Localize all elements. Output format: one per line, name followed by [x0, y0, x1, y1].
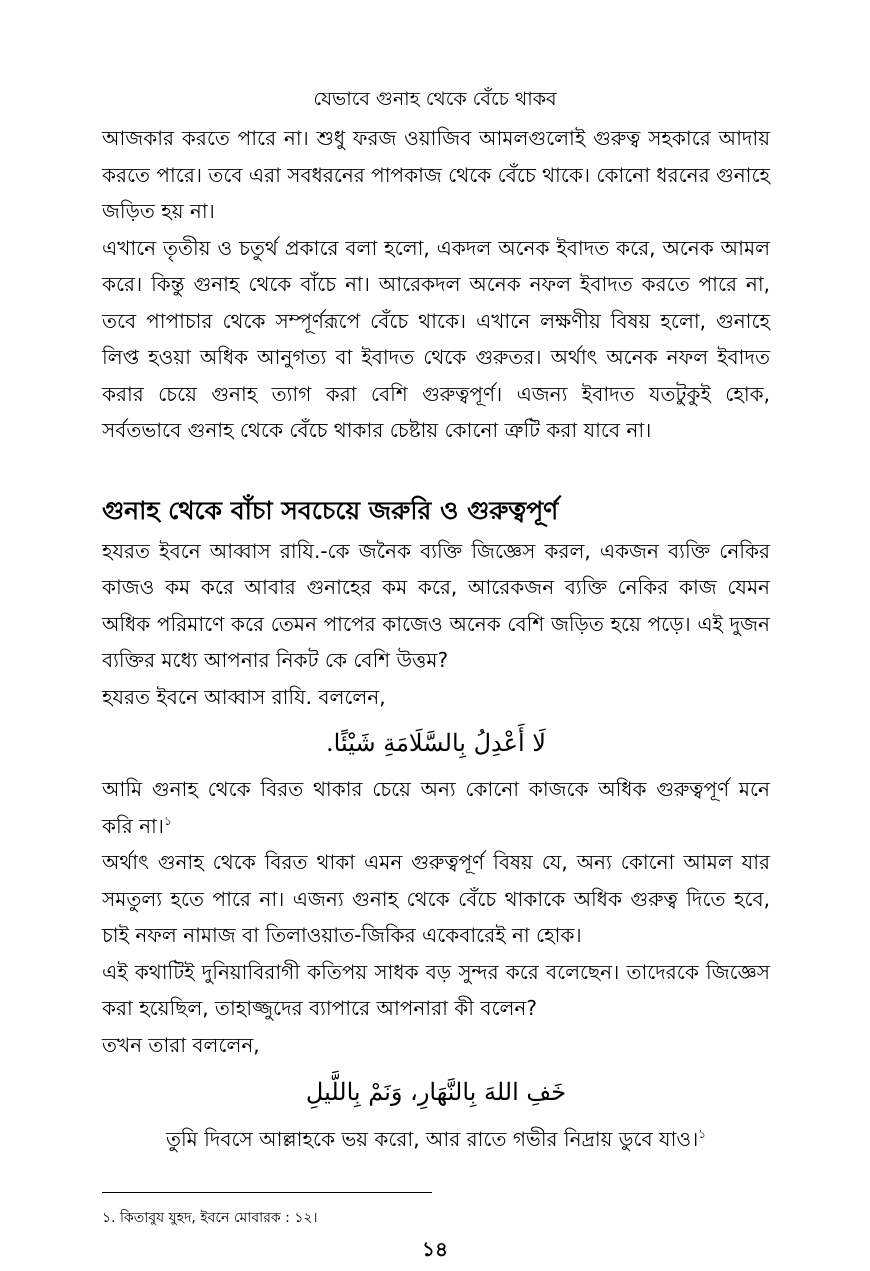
translation-text: তুমি দিবসে আল্লাহকে ভয় করো, আর রাতে গভীর নিদ্রায় ডুবে যাও।	[165, 1127, 699, 1151]
paragraph-translation	[102, 1121, 770, 1158]
paragraph-translation	[102, 771, 770, 844]
page-number: ১৪	[422, 1237, 448, 1261]
paragraph-ascetics: এই কথাটিই দুনিয়াবিরাগী কতিপয় সাধক বড় সুন্দর করে বলেছেন। তাদেরকে জিজ্ঞেস করা হয়েছিল, তাহাজ্জুদের ব্যাপারে আপনারা কী বলেন?	[102, 959, 770, 1020]
paragraph-they-said: তখন তারা বললেন,	[102, 1032, 260, 1057]
footnote: ১. কিতাবুয যুহদ, ইবনে মোবারক : ১২।	[102, 1210, 318, 1226]
footnote-divider	[102, 1192, 432, 1193]
arabic-quote: خَفِ اللهَ بِالنَّهَارِ، وَنَمْ بِاللَّيلِ	[305, 1078, 567, 1106]
footnote-marker: ১	[163, 813, 172, 828]
paragraph-answer-intro: হযরত ইবনে আব্বাস রাযি. বললেন,	[102, 684, 386, 709]
translation-text: আমি গুনাহ থেকে বিরত থাকার চেয়ে অন্য কোনো কাজকে অধিক গুরুত্বপূর্ণ মনে করি না।	[102, 777, 770, 838]
paragraph-explanation: অর্থাৎ গুনাহ থেকে বিরত থাকা এমন গুরুত্বপূর্ণ বিষয় যে, অন্য কোনো আমল যার সমতুল্য হতে পারে না। এজন্য গুনাহ থেকে বেঁচে থাকাকে অধিক গুরুত্ব দিতে হবে, চাই নফল নামাজ বা তিলাওয়াত-জিকির একেবারেই না হোক।	[102, 850, 770, 947]
section-heading: গুনাহ থেকে বাঁচা সবচেয়ে জরুরি ও গুরুত্বপূর্ণ	[102, 495, 559, 525]
paragraph: আজকার করতে পারে না। শুধু ফরজ ওয়াজিব আমলগুলোই গুরুত্ব সহকারে আদায় করতে পারে। তবে এরা সবধরনের পাপকাজ থেকে বেঁচে থাকে। কোনো ধরনের গুনাহে জড়িত হয় না।	[102, 126, 770, 223]
paragraph: এখানে তৃতীয় ও চতুর্থ প্রকারে বলা হলো, একদল অনেক ইবাদত করে, অনেক আমল করে। কিন্তু গুনাহ থেকে বাঁচে না। আরেকদল অনেক নফল ইবাদত করতে পারে না, তবে পাপাচার থেকে সম্পূর্ণরূপে বেঁচে থাকে। এখানে লক্ষণীয় বিষয় হলো, গুনাহে লিপ্ত হওয়া অধিক আনুগত্য বা ইবাদত থেকে গুরুতর। অর্থাৎ অনেক নফল ইবাদত করার চেয়ে গুনাহ ত্যাগ করা বেশি গুরুত্বপূর্ণ। এজন্য ইবাদত যতটুকুই হোক, সর্বতভাবে গুনাহ থেকে বেঁচে থাকার চেষ্টায় কোনো ত্রুটি করা যাবে না।	[102, 235, 770, 442]
running-head: যেভাবে গুনাহ থেকে বেঁচে থাকব	[313, 88, 557, 110]
footnote-marker: ১	[698, 1127, 707, 1141]
paragraph-question: হযরত ইবনে আব্বাস রাযি.-কে জনৈক ব্যক্তি জিজ্ঞেস করল, একজন ব্যক্তি নেকির কাজও কম করে আবার গুনাহের কম করে, আরেকজন ব্যক্তি নেকির কাজ যেমন অধিক পরিমাণে করে তেমন পাপের কাজেও অনেক বেশি জড়িত হয়ে পড়ে। এই দুজন ব্যক্তির মধ্যে আপনার নিকট কে বেশি উত্তম?	[102, 538, 770, 672]
arabic-quote: لَا أَعْدِلُ بِالسَّلَامَةِ شَيْئًا.	[326, 729, 546, 757]
page-body	[102, 120, 770, 1158]
